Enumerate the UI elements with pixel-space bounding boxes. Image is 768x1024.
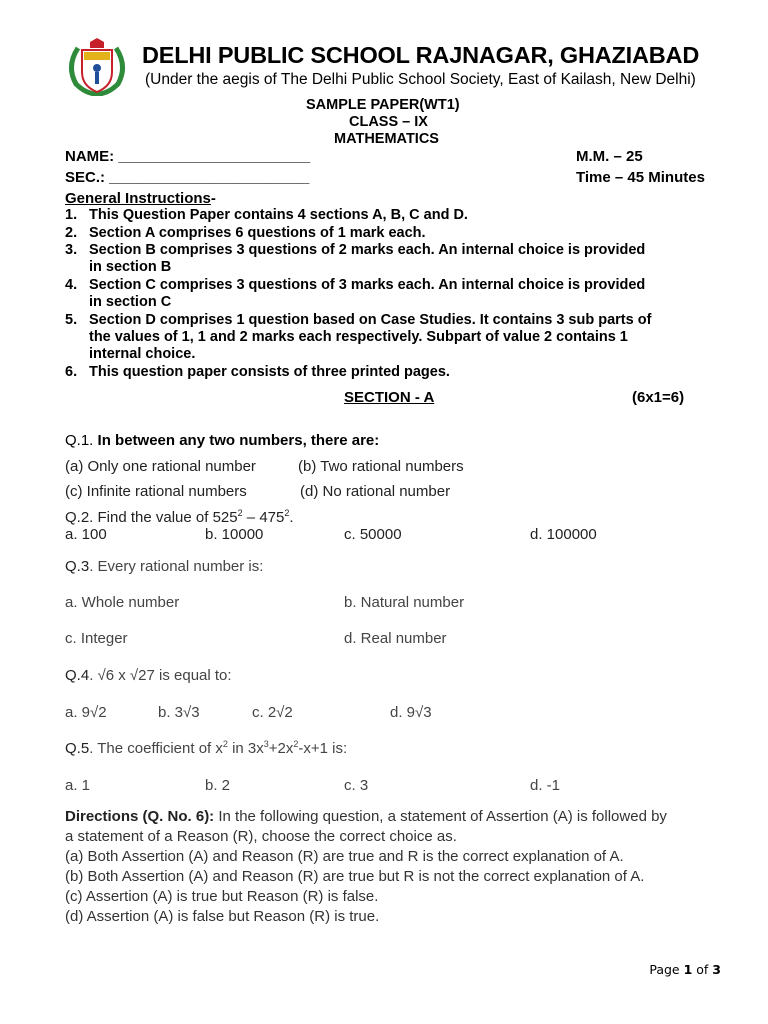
q2-option-a: a. 100 [65, 526, 107, 543]
q5-option-b: b. 2 [205, 777, 231, 794]
school-name: DELHI PUBLIC SCHOOL RAJNAGAR, GHAZIABAD [142, 42, 700, 68]
q6-directions-cont: a statement of a Reason (R), choose the correct choice as. [65, 828, 457, 845]
page-number: Page 1 of 3 [649, 962, 721, 977]
q6-option-b: (b) Both Assertion (A) and Reason (R) are true but R is not the correct explanation of A. [65, 868, 645, 885]
subject-label: MATHEMATICS [334, 131, 439, 147]
q3-option-a: a. Whole number [65, 594, 180, 611]
time-allowed: Time – 45 Minutes [576, 169, 705, 186]
question-2: Q.2. Find the value of $525^2 - 475^2$. [65, 508, 294, 526]
q1-option-c: (c) Infinite rational numbers [65, 483, 247, 500]
q2-option-b: b. 10000 [205, 526, 264, 543]
q4-option-a: a. 9√2 [65, 704, 107, 721]
q1-option-b: (b) Two rational numbers [298, 458, 464, 475]
section-title: SECTION - A [344, 389, 435, 406]
paper-title: SAMPLE PAPER(WT1) [306, 97, 460, 113]
q4-option-c: c. 2√2 [252, 704, 293, 721]
section-field: SEC.: ________________________ [65, 169, 310, 186]
school-subtitle: (Under the aegis of The Delhi Public School Society, East of Kailash, New Delhi) [145, 71, 696, 88]
q5-option-a: a. 1 [65, 777, 91, 794]
q3-option-c: c. Integer [65, 630, 128, 647]
instructions-heading: General Instructions- [65, 190, 216, 207]
school-crest-icon [62, 38, 132, 96]
q5-option-c: c. 3 [344, 777, 369, 794]
class-label: CLASS – IX [349, 114, 428, 130]
name-field: NAME: _______________________ [65, 148, 311, 165]
q4-option-d: d. 9√3 [390, 704, 432, 721]
question-3: Q.3. Every rational number is: [65, 558, 264, 575]
q6-option-c: (c) Assertion (A) is true but Reason (R) is false. [65, 888, 379, 905]
q4-option-b: b. 3√3 [158, 704, 200, 721]
q2-option-d: d. 100000 [530, 526, 597, 543]
q3-option-d: d. Real number [344, 630, 447, 647]
question-1: Q.1. In between any two numbers, there are: [65, 432, 380, 449]
q6-option-d: (d) Assertion (A) is false but Reason (R) is true. [65, 908, 380, 925]
q3-option-b: b. Natural number [344, 594, 465, 611]
max-marks: M.M. – 25 [576, 148, 643, 165]
q1-option-a: (a) Only one rational number [65, 458, 256, 475]
q5-option-d: d. -1 [530, 777, 561, 794]
q6-directions: Directions (Q. No. 6): In the following question, a statement of Assertion (A) is followed by [65, 808, 667, 825]
q6-option-a: (a) Both Assertion (A) and Reason (R) are true and R is the correct explanation of A. [65, 848, 624, 865]
q1-option-d: (d) No rational number [300, 483, 451, 500]
question-4: Q.4. √6 x √27 is equal to: [65, 667, 232, 684]
section-marks: (6x1=6) [632, 389, 685, 406]
q2-option-c: c. 50000 [344, 526, 402, 543]
question-5: Q.5. The coefficient of $x^2$ in $3x^3+2x^2-x+1$ is: [65, 739, 348, 757]
